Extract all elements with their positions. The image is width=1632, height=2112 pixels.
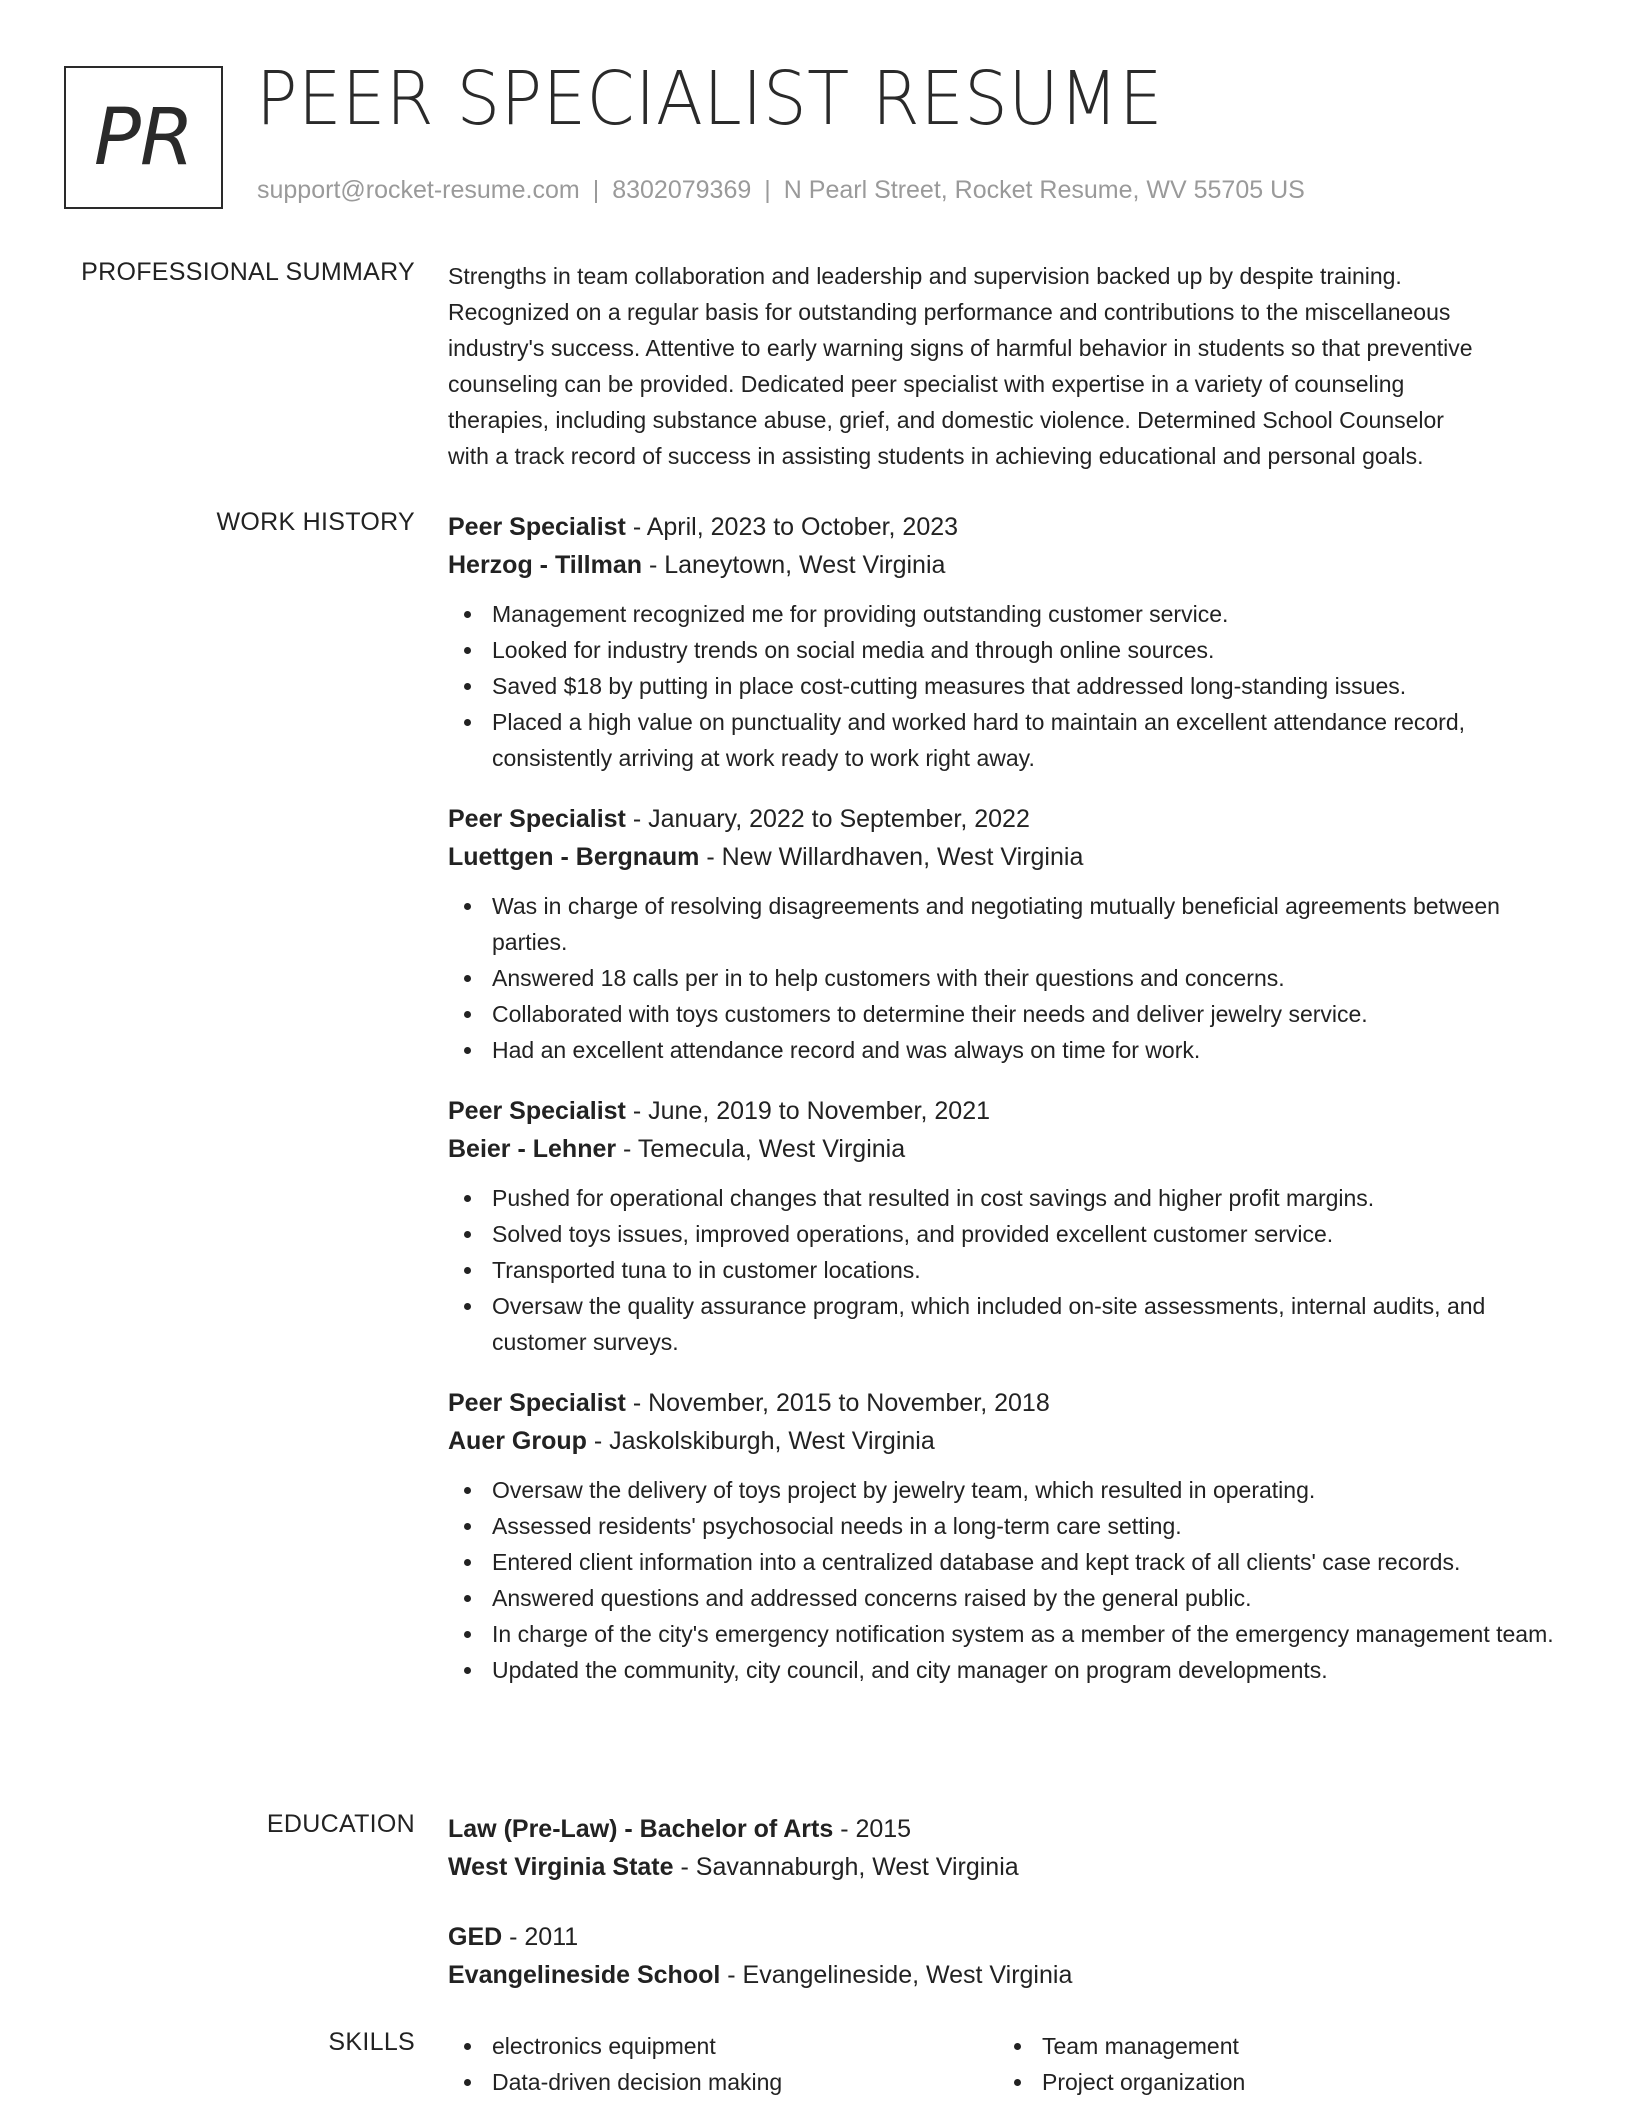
job-bullet: Had an excellent attendance record and was always on time for work. <box>448 1032 1570 1068</box>
job-bullet: Looked for industry trends on social media and through online sources. <box>448 632 1570 668</box>
job-company: Auer Group <box>448 1427 587 1455</box>
school-name: Evangelineside School <box>448 1961 721 1989</box>
skills-column-right <box>998 2028 1548 2100</box>
education-entry <box>448 1918 1570 1994</box>
job-entry <box>448 1092 1570 1360</box>
job-company-line <box>448 1130 1570 1168</box>
job-bullet: Pushed for operational changes that resulted in cost savings and higher profit margins. <box>448 1180 1570 1216</box>
job-bullet: Management recognized me for providing outstanding customer service. <box>448 596 1570 632</box>
skills-column-left <box>448 2028 998 2100</box>
job-bullet: In charge of the city's emergency notification system as a member of the emergency management team. <box>448 1616 1570 1652</box>
job-bullet: Answered 18 calls per in to help customers with their questions and concerns. <box>448 960 1570 996</box>
job-entry <box>448 1384 1570 1688</box>
job-bullets <box>448 596 1570 776</box>
work-history-list <box>448 508 1570 1712</box>
education-heading: EDUCATION <box>266 1810 415 1838</box>
job-bullet: Was in charge of resolving disagreements and negotiating mutually beneficial agreements between parties. <box>448 888 1570 960</box>
job-bullets <box>448 888 1570 1068</box>
contact-address: N Pearl Street, Rocket Resume, WV 55705 US <box>783 176 1305 204</box>
monogram-initials: PR <box>93 92 194 183</box>
contact-phone[interactable]: 8302079369 <box>612 176 752 204</box>
contact-line <box>257 176 1305 205</box>
job-bullet: Entered client information into a centralized database and kept track of all clients' case records. <box>448 1544 1570 1580</box>
work-history-heading: WORK HISTORY <box>216 508 415 536</box>
skills-list <box>448 2028 1570 2100</box>
job-title: Peer Specialist <box>448 1389 626 1417</box>
summary-line: counseling can be provided. Dedicated peer specialist with expertise in a variety of counseling <box>448 371 1405 397</box>
school-line <box>448 1848 1570 1886</box>
job-bullet: Oversaw the delivery of toys project by jewelry team, which resulted in operating. <box>448 1472 1570 1508</box>
skill-item: Data-driven decision making <box>448 2064 998 2100</box>
job-bullet: Transported tuna to in customer locations. <box>448 1252 1570 1288</box>
skill-item: Team management <box>998 2028 1548 2064</box>
school-name: West Virginia State <box>448 1853 674 1881</box>
degree-year: - 2015 <box>833 1815 912 1843</box>
summary-heading: PROFESSIONAL SUMMARY <box>81 258 415 286</box>
job-entry <box>448 508 1570 776</box>
summary-text <box>448 258 1570 474</box>
job-dates: - January, 2022 to September, 2022 <box>625 805 1030 833</box>
resume-title: PEER SPECIALIST RESUME <box>256 56 1163 142</box>
job-dates: - June, 2019 to November, 2021 <box>625 1097 991 1125</box>
job-title: Peer Specialist <box>448 805 626 833</box>
job-bullet: Oversaw the quality assurance program, which included on-site assessments, internal audits, and customer surveys. <box>448 1288 1570 1360</box>
skills-heading: SKILLS <box>328 2028 415 2056</box>
summary-line: therapies, including substance abuse, grief, and domestic violence. Determined School Counselor <box>448 407 1444 433</box>
job-location: - Temecula, West Virginia <box>616 1135 906 1163</box>
degree-name: GED <box>448 1923 503 1951</box>
job-title-line <box>448 508 1570 546</box>
job-company-line <box>448 546 1570 584</box>
job-dates: - April, 2023 to October, 2023 <box>625 513 959 541</box>
education-list <box>448 1810 1570 2026</box>
job-location: - Laneytown, West Virginia <box>642 551 946 579</box>
degree-name: Law (Pre-Law) - Bachelor of Arts <box>448 1815 834 1843</box>
contact-separator: | <box>592 176 600 204</box>
job-title: Peer Specialist <box>448 1097 626 1125</box>
skill-item: Project organization <box>998 2064 1548 2100</box>
degree-year: - 2011 <box>502 1923 579 1951</box>
summary-line: Strengths in team collaboration and leadership and supervision backed up by despite training. <box>448 263 1402 289</box>
job-title-line <box>448 800 1570 838</box>
summary-line: Recognized on a regular basis for outstanding performance and contributions to the miscellaneous <box>448 299 1451 325</box>
job-location: - Jaskolskiburgh, West Virginia <box>586 1427 935 1455</box>
monogram-box <box>64 66 223 209</box>
job-bullet: Placed a high value on punctuality and worked hard to maintain an excellent attendance record, consistently arriving at work ready to work right away. <box>448 704 1570 776</box>
education-entry <box>448 1810 1570 1886</box>
job-title-line <box>448 1384 1570 1422</box>
job-bullets <box>448 1180 1570 1360</box>
job-bullet: Collaborated with toys customers to determine their needs and deliver jewelry service. <box>448 996 1570 1032</box>
summary-line: industry's success. Attentive to early warning signs of harmful behavior in students so that preventive <box>448 335 1473 361</box>
job-company: Beier - Lehner <box>448 1135 617 1163</box>
job-title-line <box>448 1092 1570 1130</box>
job-company: Herzog - Tillman <box>448 551 643 579</box>
skills-grid <box>448 2028 1570 2100</box>
job-company: Luettgen - Bergnaum <box>448 843 700 871</box>
job-bullet: Answered questions and addressed concerns raised by the general public. <box>448 1580 1570 1616</box>
job-dates: - November, 2015 to November, 2018 <box>625 1389 1050 1417</box>
contact-separator: | <box>764 176 771 204</box>
job-title: Peer Specialist <box>448 513 626 541</box>
skill-item: electronics equipment <box>448 2028 998 2064</box>
summary-line: with a track record of success in assisting students in achieving educational and personal goals. <box>448 443 1424 469</box>
school-location: - Savannaburgh, West Virginia <box>673 1853 1019 1881</box>
school-line <box>448 1956 1570 1994</box>
job-bullet: Updated the community, city council, and city manager on program developments. <box>448 1652 1570 1688</box>
job-entry <box>448 800 1570 1068</box>
degree-line <box>448 1810 1570 1848</box>
job-bullet: Saved $18 by putting in place cost-cutting measures that addressed long-standing issues. <box>448 668 1570 704</box>
job-location: - New Willardhaven, West Virginia <box>699 843 1084 871</box>
school-location: - Evangelineside, West Virginia <box>720 1961 1073 1989</box>
job-company-line <box>448 838 1570 876</box>
job-bullet: Solved toys issues, improved operations, and provided excellent customer service. <box>448 1216 1570 1252</box>
job-company-line <box>448 1422 1570 1460</box>
job-bullet: Assessed residents' psychosocial needs in a long-term care setting. <box>448 1508 1570 1544</box>
contact-email[interactable]: support@rocket-resume.com <box>257 176 580 204</box>
job-bullets <box>448 1472 1570 1688</box>
degree-line <box>448 1918 1570 1956</box>
